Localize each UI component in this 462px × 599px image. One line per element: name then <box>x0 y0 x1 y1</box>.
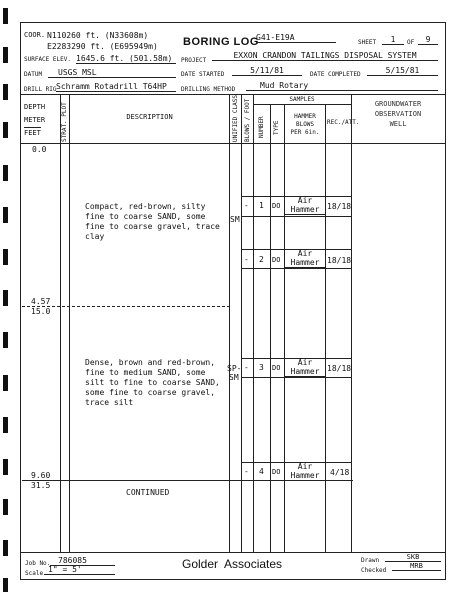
number-heading: NUMBER <box>258 116 265 138</box>
layer-boundary-1 <box>22 306 230 307</box>
samples-heading: SAMPLES <box>289 96 315 103</box>
well-heading: WELL <box>389 120 407 128</box>
datum-value: USGS MSL <box>48 68 176 78</box>
sample-number: 4 <box>259 467 264 476</box>
project-label: PROJECT <box>181 57 207 64</box>
description-column-line <box>229 94 230 552</box>
drill-rig-value: Schramm Rotadrill T64HP <box>56 82 176 92</box>
date-started-value: 5/11/81 <box>232 66 302 76</box>
continued-label: CONTINUED <box>126 488 170 497</box>
blows-column-line <box>253 94 254 552</box>
drilling-method-value: Mud Rotary <box>246 81 438 91</box>
surface-elev-label: SURFACE ELEV. <box>24 56 71 63</box>
per-6in-heading: PER 6in. <box>290 129 320 136</box>
sample-type: DO <box>272 468 281 476</box>
sample-blows: - <box>244 255 249 264</box>
number-column-line <box>270 104 271 552</box>
project-value: EXXON CRANDON TAILINGS DISPOSAL SYSTEM <box>212 51 438 61</box>
sample-number: 1 <box>259 201 264 210</box>
description-line: Compact, red-brown, silty <box>85 202 206 211</box>
sample-blows: - <box>244 363 249 372</box>
hammer-heading: HAMMER <box>294 113 316 120</box>
meter-heading: METER <box>24 116 46 124</box>
drawn-value: SKB <box>385 553 441 562</box>
description-line: clay <box>85 232 105 241</box>
coord-label: COOR. <box>24 31 46 39</box>
blows-foot-heading: BLOWS / FOOT <box>244 98 251 142</box>
job-number-label: Job No. <box>25 560 51 567</box>
hammer-line: Hammer <box>285 205 325 215</box>
strat-plot-heading: STRAT. PLOT <box>61 102 68 142</box>
hammer-line: Air <box>297 462 313 471</box>
datum-label: DATUM <box>24 71 43 78</box>
checked-value: MRB <box>392 562 441 571</box>
depth-boundary-2-meters: 9.60 <box>31 471 51 480</box>
rec-column-line <box>351 94 352 552</box>
layer-2-uscs-line2: SM <box>229 373 239 382</box>
hammer-line: Hammer <box>285 367 325 377</box>
hammer-column-line <box>325 104 326 552</box>
drawn-label: Drawn <box>361 557 380 564</box>
description-line: Dense, brown and red-brown, <box>85 358 216 367</box>
company-name: Golder Associates <box>182 557 283 571</box>
sample-number: 3 <box>259 363 264 372</box>
description-line: fine to coarse gravel, trace <box>85 222 220 231</box>
job-number-value: 786085 <box>50 556 115 566</box>
hammer-line: Air <box>297 196 313 205</box>
sample-bottom-line <box>241 268 352 269</box>
observation-heading: OBSERVATION <box>374 110 422 118</box>
unified-column-line <box>241 94 242 552</box>
description-line: some fine to coarse gravel, <box>85 388 216 397</box>
sample-blows: - <box>244 467 249 476</box>
coord-line2: E2283290 ft. (E695949m) <box>47 42 158 51</box>
sheet-label: SHEET <box>358 39 377 46</box>
sheet-number: 1 <box>382 35 404 45</box>
sample-type: DO <box>272 256 281 264</box>
description-line: silt to fine to coarse SAND, <box>85 378 220 387</box>
coord-line1: N110260 ft. (N33608m) <box>47 31 149 40</box>
depth-boundary-1-meters: 4.57 <box>31 297 51 306</box>
sample-number: 2 <box>259 255 264 264</box>
description-line: trace silt <box>85 398 134 407</box>
sample-hammer <box>285 358 325 377</box>
depth-heading: DEPTH <box>24 103 46 111</box>
sample-hammer <box>285 196 325 215</box>
layer-2-description <box>85 358 220 408</box>
checked-label: Checked <box>361 567 387 574</box>
type-heading: TYPE <box>273 120 280 135</box>
layer-1-description <box>85 202 220 242</box>
sample-rec: 18/18 <box>327 364 352 373</box>
hammer-line: Air <box>297 249 313 258</box>
sample-blows: - <box>244 201 249 210</box>
type-column-line <box>284 104 285 552</box>
sheet-total: 9 <box>418 35 438 45</box>
sample-rec: 4/18 <box>330 468 350 477</box>
feet-heading: FEET <box>24 129 41 137</box>
description-line: fine to coarse SAND, some <box>85 212 206 221</box>
depth-boundary-2-feet: 31.5 <box>31 481 51 490</box>
description-line: fine to medium SAND, some <box>85 368 206 377</box>
date-completed-label: DATE COMPLETED <box>310 71 361 78</box>
surface-elev-value: 1645.6 ft. (501.58m) <box>76 54 176 64</box>
depth-top: 0.0 <box>32 145 47 154</box>
sample-type: DO <box>272 202 281 210</box>
drilling-method-label: DRILLING METHOD <box>181 86 236 93</box>
table-bottom-line <box>20 552 445 553</box>
strat-column-line <box>69 94 70 552</box>
depth-column-line <box>60 94 61 552</box>
column-header-bottom-line <box>20 143 445 144</box>
date-completed-value: 5/15/81 <box>367 66 438 76</box>
sample-rec: 18/18 <box>327 256 352 265</box>
layer-1-uscs: SM <box>230 215 240 224</box>
hammer-line: Hammer <box>285 471 325 481</box>
drill-rig-label: DRILL RIG <box>24 86 57 93</box>
blows-heading: BLOWS <box>295 121 315 128</box>
scale-value: 1" = 5' <box>44 565 115 575</box>
depth-boundary-1-feet: 15.0 <box>31 307 51 316</box>
layer-2-uscs-line1: SP- <box>227 364 242 373</box>
sample-hammer <box>285 249 325 268</box>
unified-class-heading: UNIFIED CLASS <box>232 95 239 142</box>
of-label: OF <box>407 39 415 46</box>
sample-rec: 18/18 <box>327 202 352 211</box>
samples-divider-line <box>253 104 351 105</box>
hammer-line: Air <box>297 358 313 367</box>
hammer-line: Hammer <box>285 258 325 268</box>
boring-id: G41-E19A <box>256 33 336 43</box>
groundwater-heading: GROUNDWATER <box>374 100 422 108</box>
form-title: BORING LOG <box>183 36 259 48</box>
description-heading: DESCRIPTION <box>126 113 173 121</box>
date-started-label: DATE STARTED <box>181 71 225 78</box>
sample-hammer <box>285 462 325 481</box>
sample-type: DO <box>272 364 281 372</box>
sample-bottom-line <box>241 377 352 378</box>
scale-label: Scale <box>25 570 44 577</box>
sample-bottom-line <box>241 216 352 217</box>
rec-att-heading: REC./ATT. <box>327 119 360 126</box>
